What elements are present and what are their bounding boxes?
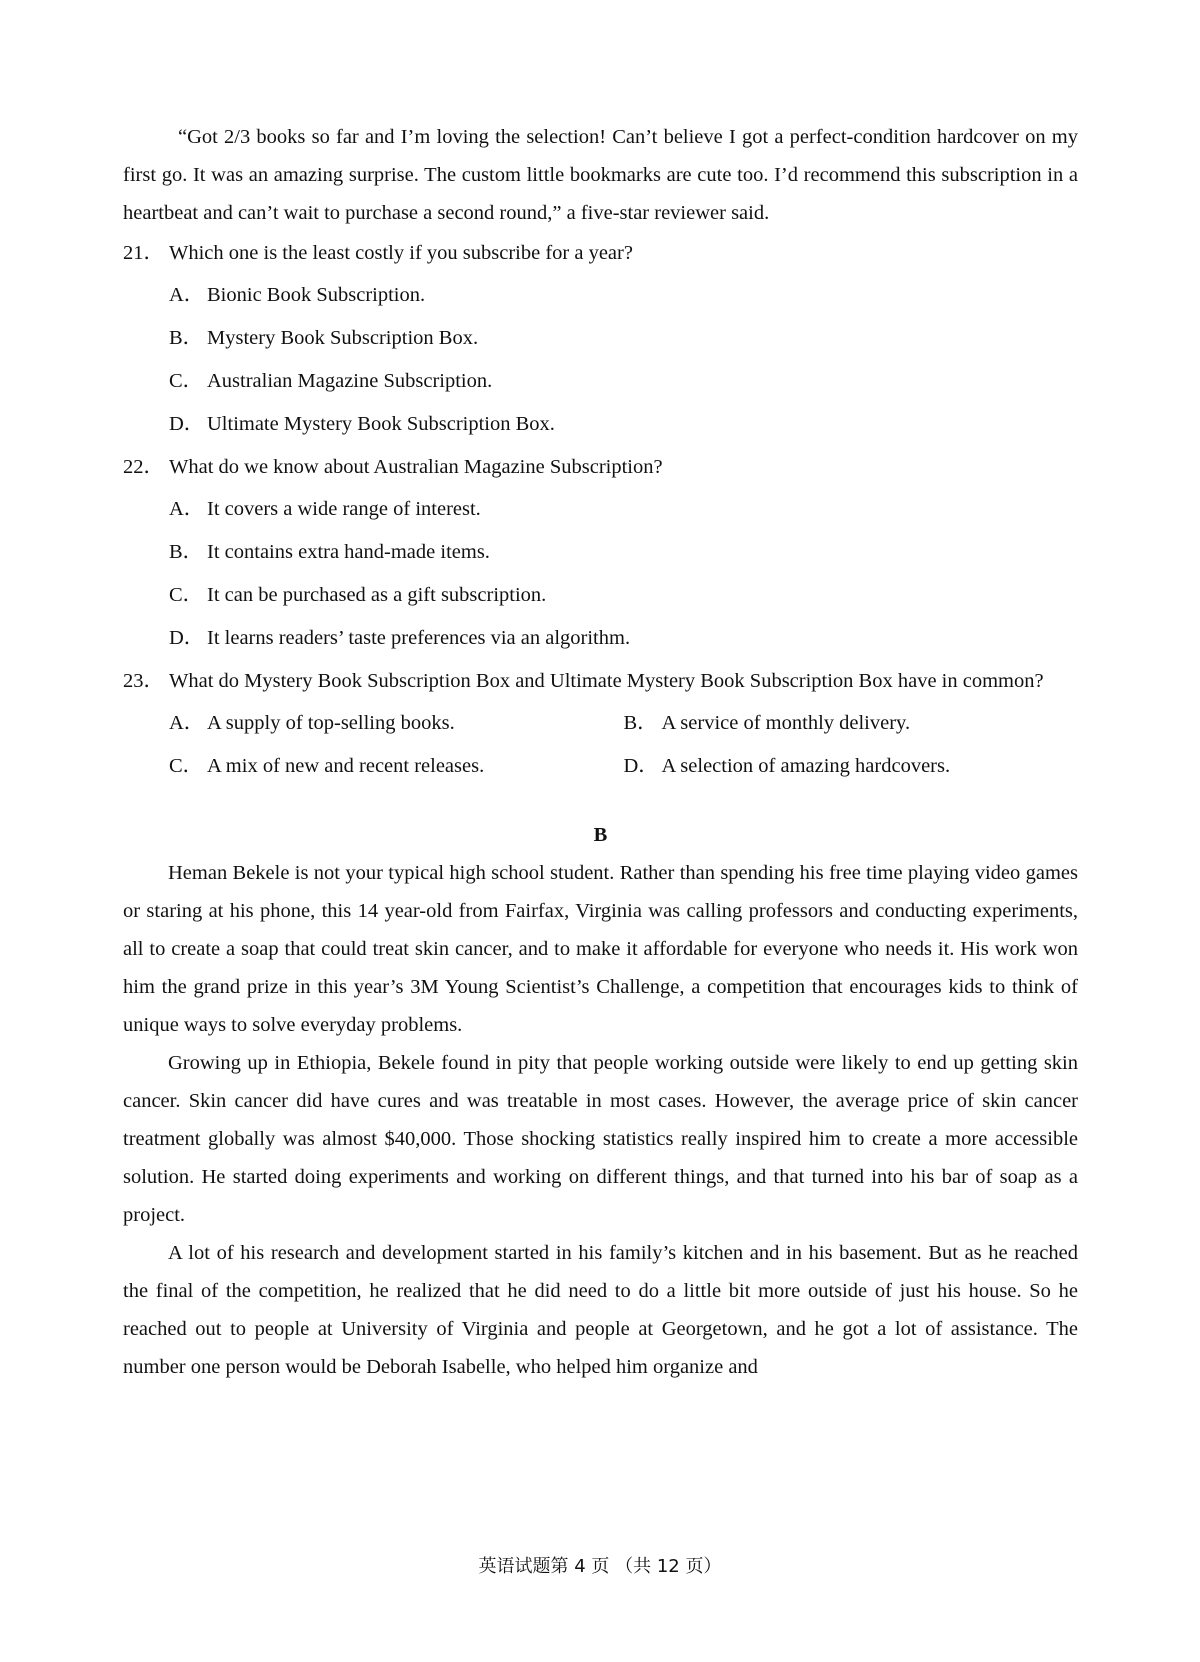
option-21-d — [169, 403, 1078, 446]
section-b-title: B — [593, 824, 608, 846]
question-21 — [123, 232, 1078, 274]
section-b-paragraph-3: A lot of his research and development started in his family’s kitchen and in his basement. But as he reached the final of the competition, he realized that he did need to do a little bit more outside of just his house. So he reached out to people at University of Virginia and people at Georgetown, and he got a lot of assistance. The number one person would be Deborah Isabelle, who helped him organize and — [123, 1242, 1078, 1378]
question-stem — [123, 660, 1078, 702]
page-footer: 英语试题第 4 页 （共 12 页） — [478, 1556, 722, 1577]
question-stem — [123, 446, 1078, 488]
section-b-paragraph-1: Heman Bekele is not your typical high school student. Rather than spending his free time playing video games or staring at his phone, this 14 year-old from Fairfax, Virginia was calling professors and conducting experiments, all to create a soap that could treat skin cancer, and to make it affordable for everyone who needs it. His work won him the grand prize in this year’s 3M Young Scientist’s Challenge, a competition that encourages kids to think of unique ways to solve everyday problems. — [123, 862, 1078, 1036]
option-text: Bionic Book Subscription. — [207, 284, 426, 306]
question-text: Which one is the least costly if you subscribe for a year? — [169, 242, 633, 264]
question-number: 23． — [123, 670, 164, 692]
section-b-paragraph-2: Growing up in Ethiopia, Bekele found in pity that people working outside were likely to end up getting skin cancer. Skin cancer did have cures and was treatable in most cases. However, the average price of skin cancer treatment globally was almost $40,000. Those shocking statistics really inspired him to create a more accessible solution. He started doing experiments and working on different things, and that turned into his bar of soap as a project. — [123, 1052, 1078, 1226]
option-letter: A． — [169, 498, 205, 520]
option-text: A service of monthly delivery. — [661, 712, 911, 734]
question-23 — [123, 660, 1078, 702]
page-content — [123, 118, 1078, 1386]
question-text: What do Mystery Book Subscription Box and Ultimate Mystery Book Subscription Box have in common? — [169, 670, 1044, 692]
question-22 — [123, 446, 1078, 488]
option-letter: A． — [169, 712, 205, 734]
option-22-c — [169, 574, 1078, 617]
option-text: Ultimate Mystery Book Subscription Box. — [207, 413, 555, 435]
option-letter: A． — [169, 284, 205, 306]
question-text: What do we know about Australian Magazine Subscription? — [169, 456, 663, 478]
option-21-c — [169, 360, 1078, 403]
option-23-a — [169, 702, 624, 745]
option-22-a — [169, 488, 1078, 531]
option-text: It can be purchased as a gift subscription. — [207, 584, 547, 606]
option-23-c — [169, 745, 624, 788]
option-letter: C． — [169, 370, 204, 392]
option-text: It learns readers’ taste preferences via an algorithm. — [207, 627, 631, 649]
option-letter: C． — [169, 584, 204, 606]
option-letter: D． — [169, 413, 205, 435]
option-21-a — [169, 274, 1078, 317]
question-stem — [123, 232, 1078, 274]
option-letter: D． — [623, 755, 659, 777]
option-text: It contains extra hand-made items. — [207, 541, 490, 563]
option-23-d — [624, 745, 1079, 788]
option-letter: B． — [169, 327, 204, 349]
review-quote-paragraph: “Got 2/3 books so far and I’m loving the selection! Can’t believe I got a perfect-condition hardcover on my first go. It was an amazing surprise. The custom little bookmarks are cute too. I’d recommend this subscription in a heartbeat and can’t wait to purchase a second round,” a five-star reviewer said. — [123, 126, 1078, 224]
option-text: A selection of amazing hardcovers. — [661, 755, 951, 777]
option-text: A mix of new and recent releases. — [207, 755, 485, 777]
option-text: A supply of top-selling books. — [207, 712, 455, 734]
option-letter: D． — [169, 627, 205, 649]
question-number: 22． — [123, 456, 164, 478]
option-letter: B． — [623, 712, 658, 734]
question-number: 21． — [123, 242, 164, 264]
option-text: It covers a wide range of interest. — [207, 498, 481, 520]
option-text: Australian Magazine Subscription. — [207, 370, 493, 392]
option-letter: B． — [169, 541, 204, 563]
option-22-d — [169, 617, 1078, 660]
option-row-23-cd — [169, 745, 1078, 788]
option-22-b — [169, 531, 1078, 574]
option-21-b — [169, 317, 1078, 360]
option-text: Mystery Book Subscription Box. — [207, 327, 479, 349]
option-23-b — [624, 702, 1079, 745]
option-letter: C． — [169, 755, 204, 777]
option-row-23-ab — [169, 702, 1078, 745]
